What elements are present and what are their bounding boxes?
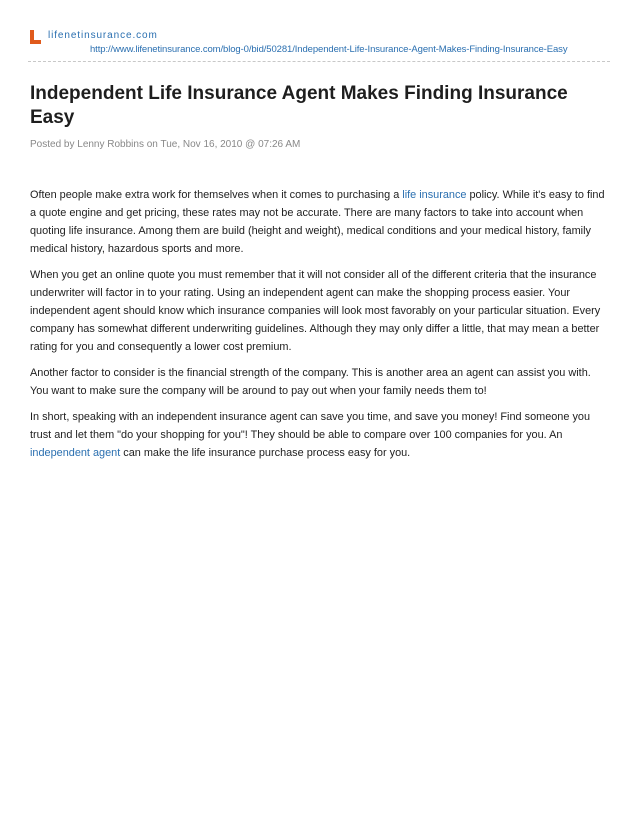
independent-agent-link[interactable]: independent agent	[30, 447, 121, 459]
paragraph-4-text-a: In short, speaking with an independent insurance agent can save you time, and save you money! Find someone you trust and let them "do your shopping for you"! They should be able to compare over 100 companies for you. An	[30, 411, 591, 441]
article-title: Independent Life Insurance Agent Makes Finding Insurance Easy	[30, 83, 568, 128]
paragraph-4-text-b: can make the life insurance purchase process easy for you.	[120, 447, 411, 459]
header-divider	[28, 61, 610, 62]
paragraph-1	[30, 186, 610, 258]
life-insurance-link[interactable]: life insurance	[402, 189, 467, 201]
source-url-link[interactable]: http://www.lifenetinsurance.com/blog-0/bid/50281/Independent-Life-Insurance-Agent-Makes-Finding-Insurance-Easy	[90, 44, 568, 55]
site-name: lifenetinsurance.com	[48, 30, 158, 41]
paragraph-1-text-b: policy. While it's easy to find a quote engine and get pricing, these rates may not be accurate. There are many factors to take into account when quoting life insurance. Among them are build (height and weight), medical conditions and your medical history, family medical history, hazardous sports and more.	[30, 189, 605, 255]
paragraph-3: Another factor to consider is the financial strength of the company. This is another area an agent can assist you with. You want to make sure the company will be around to pay out when your family needs them to!	[30, 367, 591, 397]
article-body	[30, 186, 610, 470]
paragraph-1-text-a: Often people make extra work for themselves when it comes to purchasing a	[30, 189, 403, 201]
paragraph-2: When you get an online quote you must remember that it will not consider all of the different criteria that the insurance underwriter will factor in to your rating. Using an independent agent can make the shopping process easier. Your independent agent should know which insurance companies will look most favorably on your particular situation. Every company has somewhat different underwriting guidelines. Although they may only differ a little, that may mean a better rating for you and consequently a lower cost premium.	[30, 269, 601, 353]
article-meta: Posted by Lenny Robbins on Tue, Nov 16, 2010 @ 07:26 AM	[30, 139, 301, 150]
logo-horizontal-bar	[30, 40, 41, 44]
paragraph-4	[30, 408, 610, 462]
lifenet-l-logo-icon	[30, 30, 41, 44]
page-header	[28, 26, 613, 62]
